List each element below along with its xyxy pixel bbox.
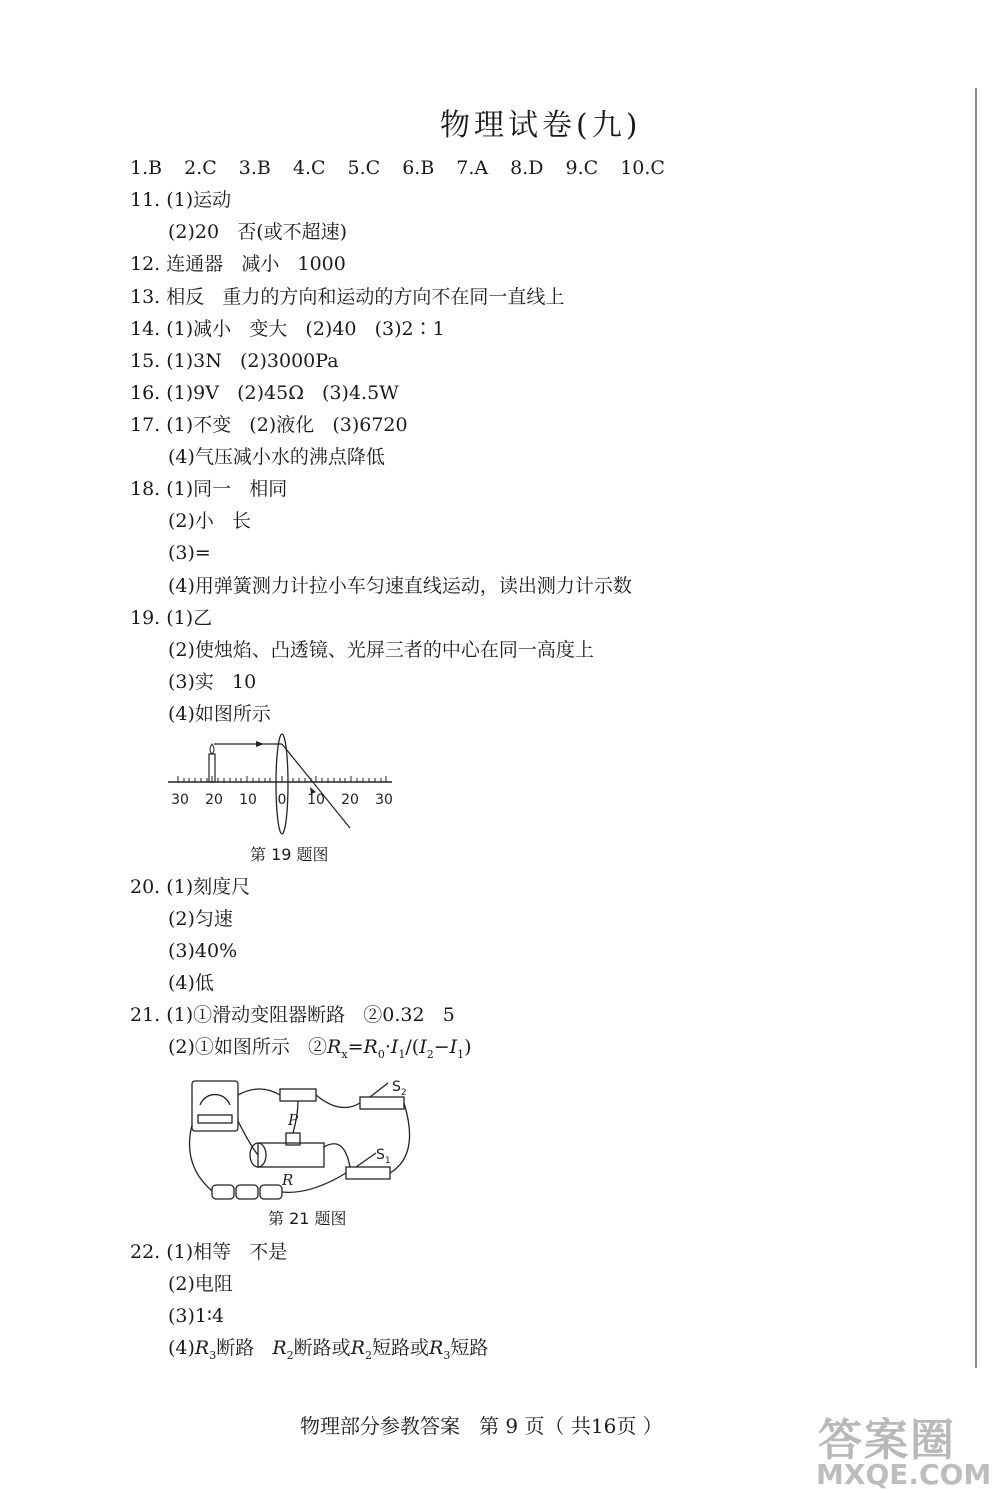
answer-line: (4)气压减小水的沸点降低 xyxy=(168,446,385,468)
answer-line: (4)低 xyxy=(168,972,214,994)
answer-line: 15. (1)3N (2)3000Pa xyxy=(130,350,339,372)
answer-9: 9.C xyxy=(565,157,599,179)
answer-line: (3)实 10 xyxy=(168,671,257,693)
label-s1: $S_1$ xyxy=(376,1147,391,1166)
formula-sub: 2 xyxy=(426,1047,434,1061)
answer-line: (3)1∶4 xyxy=(168,1305,225,1327)
tick-label: 20 xyxy=(341,792,359,808)
formula-sub: 2 xyxy=(286,1348,294,1362)
answer-6: 6.B xyxy=(402,157,435,179)
battery-cell xyxy=(212,1185,234,1199)
answer-line: 11. (1)运动 xyxy=(130,189,232,211)
answer-4: 4.C xyxy=(292,157,326,179)
watermark-url: MXQE.COM xyxy=(816,1458,992,1491)
tick-label: 30 xyxy=(375,792,393,808)
tick-label: 10 xyxy=(239,792,257,808)
formula-sub: 0 xyxy=(377,1047,385,1061)
formula-var: I xyxy=(449,1036,458,1058)
ammeter-terminals xyxy=(198,1115,232,1123)
watermark-logo xyxy=(808,1400,998,1493)
answer-text: 断路或 xyxy=(293,1337,351,1359)
formula-var: R xyxy=(327,1036,342,1058)
answer-line: 19. (1)乙 xyxy=(130,607,213,629)
tick-label: 10 xyxy=(307,792,325,808)
battery-cell xyxy=(260,1185,282,1199)
formula-sub: 2 xyxy=(365,1348,372,1362)
candle-flame xyxy=(210,744,214,754)
label-s2: $S_2$ xyxy=(392,1079,407,1098)
answer-text: 断路 xyxy=(216,1337,273,1359)
answer-line: (4)用弹簧测力计拉小车匀速直线运动，读出测力计示数 xyxy=(168,575,632,597)
answer-line: (2)使烛焰、凸透镜、光屏三者的中心在同一高度上 xyxy=(168,639,594,661)
switch-s2-base xyxy=(360,1097,404,1109)
answer-1: 1.B xyxy=(130,157,163,179)
tick-label: 20 xyxy=(205,792,223,808)
answer-line: 18. (1)同一 相同 xyxy=(130,478,288,500)
tick-label: 0 xyxy=(277,792,287,808)
answer-line: 17. (1)不变 (2)液化 (3)6720 xyxy=(130,414,408,436)
wire xyxy=(190,1125,213,1191)
formula-sub: 1 xyxy=(398,1047,406,1061)
formula-var: R xyxy=(363,1036,378,1058)
sliding-rheostat xyxy=(258,1143,324,1167)
fixed-resistor xyxy=(280,1089,316,1101)
formula-op: − xyxy=(433,1036,450,1058)
page-edge-line xyxy=(975,88,977,1368)
formula-sub: 1 xyxy=(457,1047,465,1061)
watermark-text: 答案圈 xyxy=(818,1415,956,1466)
formula-op: = xyxy=(347,1036,364,1058)
label-r: R xyxy=(282,1171,294,1189)
formula-op: ) xyxy=(464,1036,472,1058)
formula-var: R xyxy=(429,1337,444,1359)
switch-s2-blade xyxy=(370,1083,388,1097)
answer-5: 5.C xyxy=(347,157,381,179)
answer-text: 短路或 xyxy=(372,1337,430,1359)
answer-8: 8.D xyxy=(510,157,544,179)
formula-op: /( xyxy=(405,1036,420,1058)
figure-19-caption: 第 19 题图 xyxy=(250,845,329,864)
page-footer: 物理部分参教答案 第 9 页（ 共16页 ） xyxy=(300,1414,663,1438)
page-title: 物理试卷(九) xyxy=(440,108,642,143)
answer-line: (3)40% xyxy=(168,940,238,962)
label-p: P xyxy=(288,1111,299,1129)
ray-arrow xyxy=(256,741,264,747)
ammeter-dial xyxy=(200,1095,230,1105)
switch-s1-base xyxy=(346,1167,390,1179)
wire xyxy=(324,1144,350,1167)
answer-line: (2)小 长 xyxy=(168,510,252,532)
wire xyxy=(238,1121,258,1155)
formula-var: I xyxy=(419,1036,427,1058)
mcq-answers xyxy=(130,156,687,180)
tick-label: 30 xyxy=(171,792,189,808)
refracted-ray xyxy=(282,744,350,828)
formula-op: · xyxy=(384,1036,391,1058)
answer-7: 7.A xyxy=(456,157,489,179)
answer-line: 20. (1)刻度尺 xyxy=(130,876,251,898)
answer-10: 10.C xyxy=(620,157,665,179)
answer-line: (2)电阻 xyxy=(168,1273,233,1295)
answer-text: 短路 xyxy=(450,1337,489,1359)
wire xyxy=(316,1095,360,1108)
wire xyxy=(238,1089,280,1095)
answer-3: 3.B xyxy=(238,157,271,179)
answer-prefix: (2)①如图所示 ② xyxy=(168,1036,328,1058)
answer-line: 22. (1)相等 不是 xyxy=(130,1241,288,1263)
answer-line-22-4 xyxy=(168,1336,488,1368)
formula-sub: 3 xyxy=(443,1348,451,1362)
answer-line: (2)匀速 xyxy=(168,908,233,930)
answer-prefix: (4) xyxy=(168,1337,195,1359)
answer-line: 12. 连通器 减小 1000 xyxy=(130,253,346,275)
answer-line: (2)20 否(或不超速) xyxy=(168,221,348,243)
answer-line: (3)= xyxy=(168,542,211,564)
formula-var: R xyxy=(272,1337,287,1359)
formula-var: R xyxy=(350,1337,365,1359)
circuit-diagram xyxy=(180,1075,420,1205)
answer-line: 13. 相反 重力的方向和运动的方向不在同一直线上 xyxy=(130,286,565,308)
formula-var: R xyxy=(194,1337,210,1359)
answer-line: 16. (1)9V (2)45Ω (3)4.5W xyxy=(130,382,399,404)
formula-var: I xyxy=(390,1036,399,1058)
switch-s1-blade xyxy=(356,1153,376,1167)
answer-line-21-2 xyxy=(168,1035,472,1067)
battery-cell xyxy=(236,1185,258,1199)
answer-line: (4)如图所示 xyxy=(168,703,271,725)
figure-21-caption: 第 21 题图 xyxy=(268,1209,347,1228)
formula-sub: 3 xyxy=(209,1348,217,1362)
wire xyxy=(390,1103,410,1173)
answer-line: 21. (1)①滑动变阻器断路 ②0.32 5 xyxy=(130,1004,455,1026)
formula-sub: x xyxy=(341,1047,348,1061)
answer-line: 14. (1)减小 变大 (2)40 (3)2∶1 xyxy=(130,318,445,340)
lens-ray-diagram xyxy=(160,732,400,860)
answer-2: 2.C xyxy=(184,157,217,179)
